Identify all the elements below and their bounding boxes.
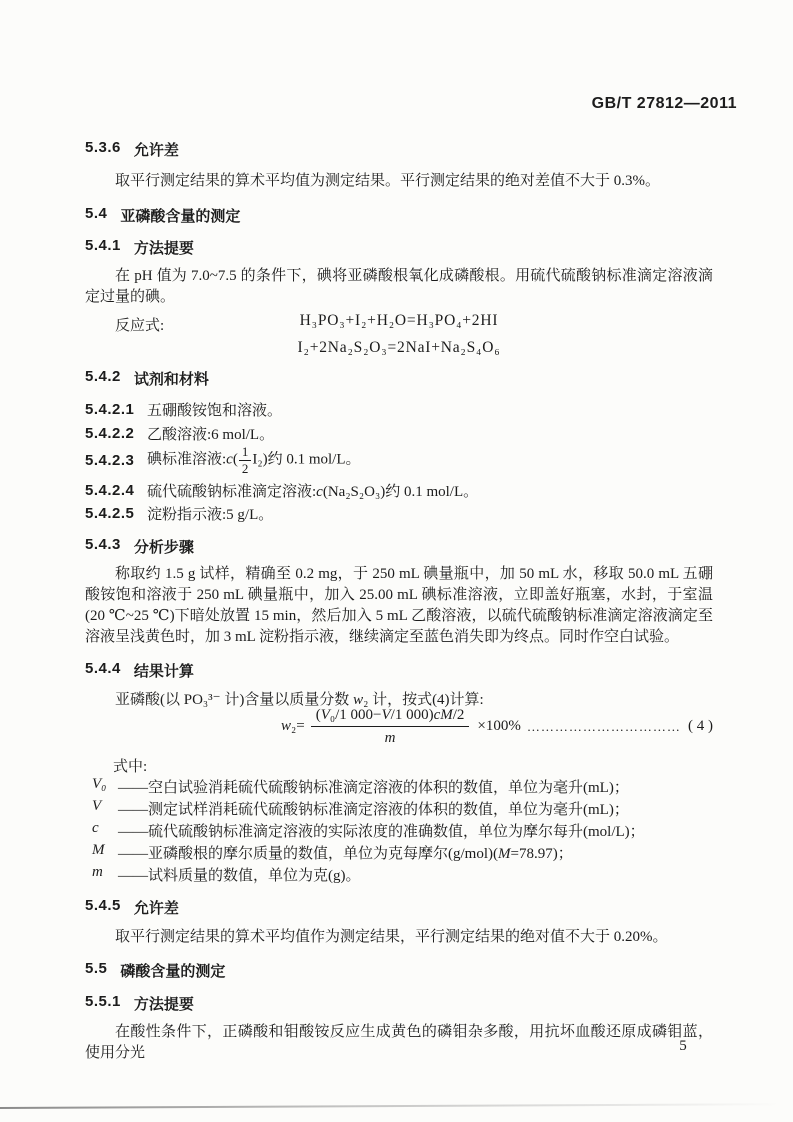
heading-number: 5.5.1 — [85, 993, 121, 1010]
variable-symbol: m — [92, 864, 103, 880]
where-item-c — [92, 820, 645, 841]
clause-number: 5.4.2.4 — [85, 482, 135, 499]
clause-5-4-2-1 — [85, 399, 282, 420]
variable-symbol: V — [92, 798, 102, 814]
fraction-denominator: 2 — [241, 460, 249, 476]
heading-5-5-1 — [85, 993, 194, 1014]
paragraph-5-4-3: 称取约 1.5 g 试样，精确至 0.2 mg，于 250 mL 碘量瓶中，加 50 mL 水，移取 50.0 mL 五硼酸铵饱和溶液于 250 mL 碘量瓶中，加入 25.00 mL 碘标准溶液，立即盖好瓶塞，水封，于室温(20 ℃~25 ℃)下暗处放置 15 min，然后加入 5 mL 乙酸溶液，以硫代硫酸钠标准滴定溶液滴定至溶液呈浅黄色时，加 3 mL 淀粉指示液，继续滴定至蓝色消失即为终点。同时作空白试验。 — [85, 566, 713, 645]
scan-edge-line — [0, 1103, 780, 1109]
variable-description: ——测定试样消耗硫代硫酸钠标准滴定溶液的体积的数值，单位为毫升(mL)； — [118, 802, 629, 818]
heading-number: 5.5 — [85, 960, 108, 977]
formula-numerator: (V₀/1 000−V/1 000)cM/2 — [311, 706, 470, 727]
clause-body: 乙酸溶液:6 mol/L。 — [147, 427, 275, 443]
heading-5-4-2 — [85, 368, 209, 389]
heading-title: 试剂和材料 — [133, 371, 209, 388]
heading-title: 允许差 — [133, 900, 179, 917]
heading-number: 5.4.5 — [85, 897, 121, 914]
doc-code: GB/T 27812—2011 — [591, 95, 737, 112]
variable-description: ——空白试验消耗硫代硫酸钠标准滴定溶液的体积的数值，单位为毫升(mL)； — [118, 780, 629, 796]
formula-times-100: ×100% — [477, 718, 521, 734]
formula-4 — [85, 706, 713, 747]
clause-number: 5.4.2.2 — [85, 425, 135, 442]
heading-number: 5.4.3 — [85, 536, 121, 553]
heading-5-4 — [85, 205, 240, 226]
clause-body: 硫代硫酸钠标准滴定溶液:c(Na₂S₂O₃)约 0.1 mol/L。 — [147, 484, 479, 500]
page-number: 5 — [679, 1038, 687, 1054]
clause-5-4-2-4 — [85, 480, 478, 501]
heading-number: 5.4.4 — [85, 660, 121, 677]
formula-equation-number: ( 4 ) — [688, 718, 713, 734]
heading-title: 结果计算 — [133, 663, 194, 680]
heading-5-3-6 — [85, 139, 179, 160]
chemical-equation-1: H₃PO₃+I₂+H₂O=H₃PO₄+2HI — [299, 312, 499, 329]
heading-number: 5.4.1 — [85, 237, 121, 254]
clause-5-4-2-5 — [85, 503, 273, 524]
heading-number: 5.4.2 — [85, 368, 121, 385]
paragraph-5-4-1: 在 pH 值为 7.0~7.5 的条件下，碘将亚磷酸根氧化成磷酸根。用硫代硫酸钠标准滴定溶液滴定过量的碘。 — [85, 268, 713, 305]
reaction-label: 反应式: — [115, 318, 165, 334]
fraction-one-half — [239, 445, 252, 475]
formula-lhs: w₂= — [281, 718, 305, 734]
paragraph-5-3-6: 取平行测定结果的算术平均值为测定结果。平行测定结果的绝对差值不大于 0.3%。 — [115, 173, 660, 189]
heading-5-5 — [85, 960, 225, 981]
where-item-m-mass — [92, 864, 361, 885]
heading-number: 5.4 — [85, 205, 108, 222]
heading-title: 方法提要 — [133, 240, 194, 257]
paragraph-5-4-4-intro: 亚磷酸(以 PO₃³⁻ 计)含量以质量分数 w₂ 计，按式(4)计算: — [115, 692, 484, 708]
clause-text-post: I₂)约 0.1 mol/L。 — [252, 451, 361, 468]
clause-number: 5.4.2.5 — [85, 505, 135, 522]
heading-number: 5.3.6 — [85, 139, 121, 156]
heading-5-4-5 — [85, 897, 179, 918]
clause-text-pre: 碘标准溶液:c( — [147, 451, 238, 468]
variable-symbol: M — [92, 842, 105, 858]
formula-fraction — [311, 706, 470, 747]
clause-body: 淀粉指示液:5 g/L。 — [147, 507, 274, 523]
formula-dot-leader: …………………………… — [526, 718, 681, 734]
clause-number: 5.4.2.1 — [85, 401, 135, 418]
heading-title: 方法提要 — [133, 996, 194, 1013]
clause-body: 五硼酸铵饱和溶液。 — [147, 403, 283, 419]
variable-symbol: V₀ — [92, 776, 107, 792]
paragraph-5-4-5: 取平行测定结果的算术平均值作为测定结果，平行测定结果的绝对值不大于 0.20%。 — [115, 929, 668, 945]
clause-number: 5.4.2.3 — [85, 451, 135, 469]
heading-title: 亚磷酸含量的测定 — [120, 208, 241, 225]
where-label: 式中: — [113, 759, 148, 775]
variable-description: ——试料质量的数值，单位为克(g)。 — [118, 868, 361, 884]
clause-5-4-2-3 — [85, 445, 360, 475]
heading-5-4-4 — [85, 660, 194, 681]
formula-denominator: m — [384, 730, 396, 746]
heading-title: 允许差 — [133, 142, 179, 159]
where-item-m-molar — [92, 842, 573, 863]
heading-5-4-1 — [85, 237, 194, 258]
clause-5-4-2-2 — [85, 423, 274, 444]
heading-title: 磷酸含量的测定 — [120, 963, 226, 980]
variable-symbol: c — [92, 820, 99, 836]
variable-description: ——硫代硫酸钠标准滴定溶液的实际浓度的准确数值，单位为摩尔每升(mol/L)； — [118, 824, 645, 840]
fraction-numerator: 1 — [239, 445, 252, 461]
chemical-equation-2: I₂+2Na₂S₂O₃=2NaI+Na₂S₄O₆ — [297, 339, 501, 356]
paragraph-5-5-1: 在酸性条件下，正磷酸和钼酸铵反应生成黄色的磷钼杂多酸，用抗坏血酸还原成磷钼蓝，使用分光 — [85, 1024, 713, 1061]
where-item-v0 — [92, 776, 629, 797]
where-item-v — [92, 798, 629, 819]
heading-5-4-3 — [85, 536, 194, 557]
variable-description: ——亚磷酸根的摩尔质量的数值，单位为克每摩尔(g/mol)(M=78.97)； — [118, 846, 573, 862]
clause-body — [147, 445, 360, 475]
heading-title: 分析步骤 — [133, 539, 194, 556]
